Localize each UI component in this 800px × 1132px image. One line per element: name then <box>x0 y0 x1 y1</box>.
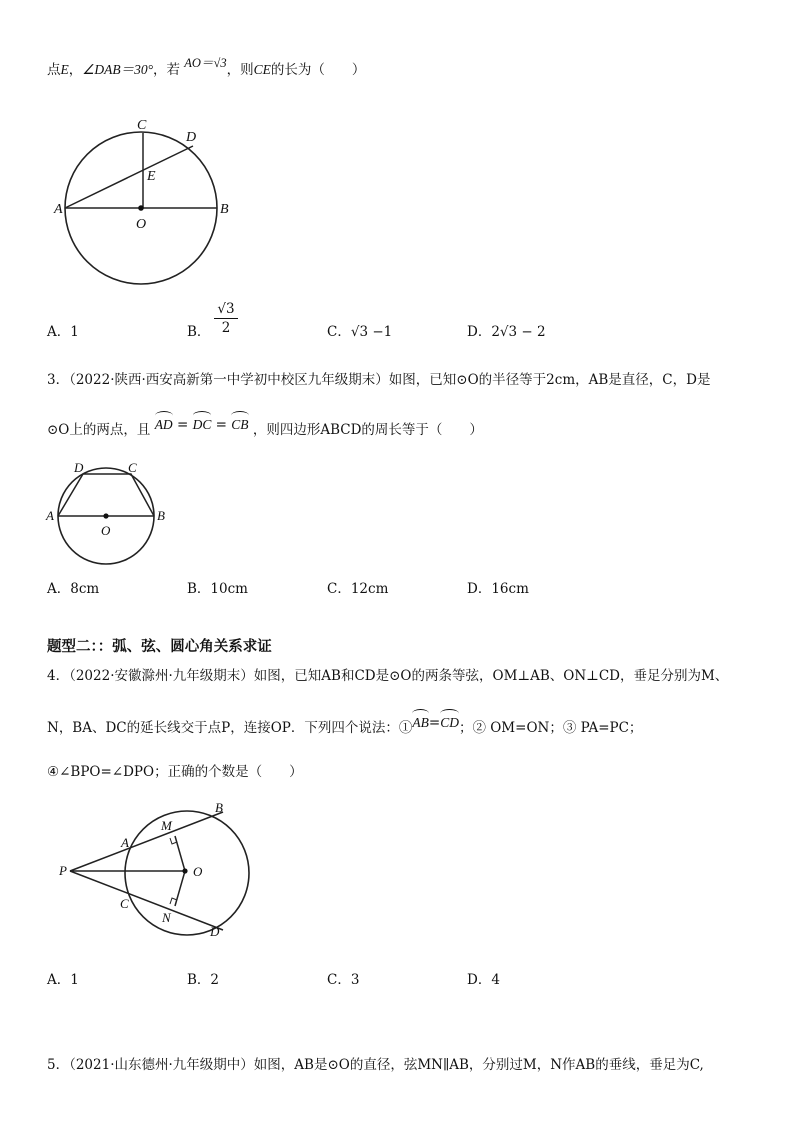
label-a: A <box>46 508 54 523</box>
q2-option-d[interactable]: D．2√3 − 2 <box>467 324 546 340</box>
line-pb <box>70 812 223 871</box>
section-title: 题型二：：弧、弦、圆心角关系求证 <box>47 639 272 655</box>
label-o: O <box>101 523 111 538</box>
label-a: A <box>121 835 129 850</box>
label-o: O <box>136 217 147 232</box>
q5-stem-line1: 5．（2021·山东德州·九年级期中）如图，AB是⊙O的直径，弦MN∥AB，分别过M，N作AB的垂线，垂足为C, <box>47 1057 704 1073</box>
q4-option-b[interactable]: B．2 <box>187 972 220 988</box>
label-e: E <box>147 169 156 184</box>
segment-on <box>175 871 185 906</box>
label-n: N <box>162 910 171 925</box>
chord-ad <box>65 146 193 208</box>
q2-option-b[interactable]: B． <box>187 324 211 340</box>
q4-stem-line3: ④∠BPO=∠DPO；正确的个数是（ ） <box>47 764 303 780</box>
label-a: A <box>54 202 63 217</box>
q4-option-c[interactable]: C．3 <box>327 972 360 988</box>
line-pd <box>70 871 223 930</box>
q3-stem-line1: 3．（2022·陕西·西安高新第一中学初中校区九年级期末）如图，已知⊙O的半径等于2cm，AB是直径，C，D是 <box>47 372 711 388</box>
label-d: D <box>186 130 197 145</box>
center-point <box>103 513 108 518</box>
label-b: B <box>215 800 223 815</box>
q3-option-c[interactable]: C．12cm <box>327 581 389 597</box>
q4-option-d[interactable]: D．4 <box>467 972 500 988</box>
arc-ab-cd: AB=CD <box>412 715 459 731</box>
figure-equal-chords <box>55 800 255 945</box>
q3-option-b[interactable]: B．10cm <box>187 581 248 597</box>
q2-option-b-fraction: √3 2 <box>214 301 238 336</box>
label-c: C <box>128 460 137 475</box>
label-c: C <box>137 118 147 133</box>
q2-option-c[interactable]: C．√3 −1 <box>327 324 393 340</box>
quad-sides <box>58 474 154 516</box>
figure-quadrilateral-abcd <box>40 458 190 588</box>
q2-stem-tail: 点E，∠DAB＝30°，若 AO＝√3，则CE的长为（ ） <box>47 56 366 78</box>
label-b: B <box>220 202 229 217</box>
center-point <box>138 205 144 211</box>
label-d: D <box>74 460 84 475</box>
label-b: B <box>157 508 165 523</box>
label-c: C <box>120 896 129 911</box>
segment-om <box>175 836 185 871</box>
label-o: O <box>193 864 203 879</box>
center-point <box>182 868 187 873</box>
label-m: M <box>161 818 172 833</box>
q4-stem-line2: N，BA、DC的延长线交于点P，连接OP．下列四个说法：①AB=CD；② OM=ON；③ PA=PC； <box>47 715 643 736</box>
figure-circle-ce <box>40 100 280 300</box>
q3-stem-line2: ⊙O上的两点，且 AD = DC = CB ，则四边形ABCD的周长等于（ ） <box>47 417 483 438</box>
q4-option-a[interactable]: A．1 <box>47 972 79 988</box>
ao-formula: AO＝√3 <box>184 56 227 70</box>
label-p: P <box>59 863 67 878</box>
q3-option-a[interactable]: A．8cm <box>47 581 100 597</box>
q4-stem-line1: 4．（2022·安徽滁州·九年级期末）如图，已知AB和CD是⊙O的两条等弦，OM⊥AB、ON⊥CD，垂足分别为M、 <box>47 668 729 684</box>
label-d: D <box>210 924 220 939</box>
q3-option-d[interactable]: D．16cm <box>467 581 529 597</box>
q2-option-a[interactable]: A．1 <box>47 324 79 340</box>
arc-equation: AD = DC = CB <box>154 417 249 433</box>
